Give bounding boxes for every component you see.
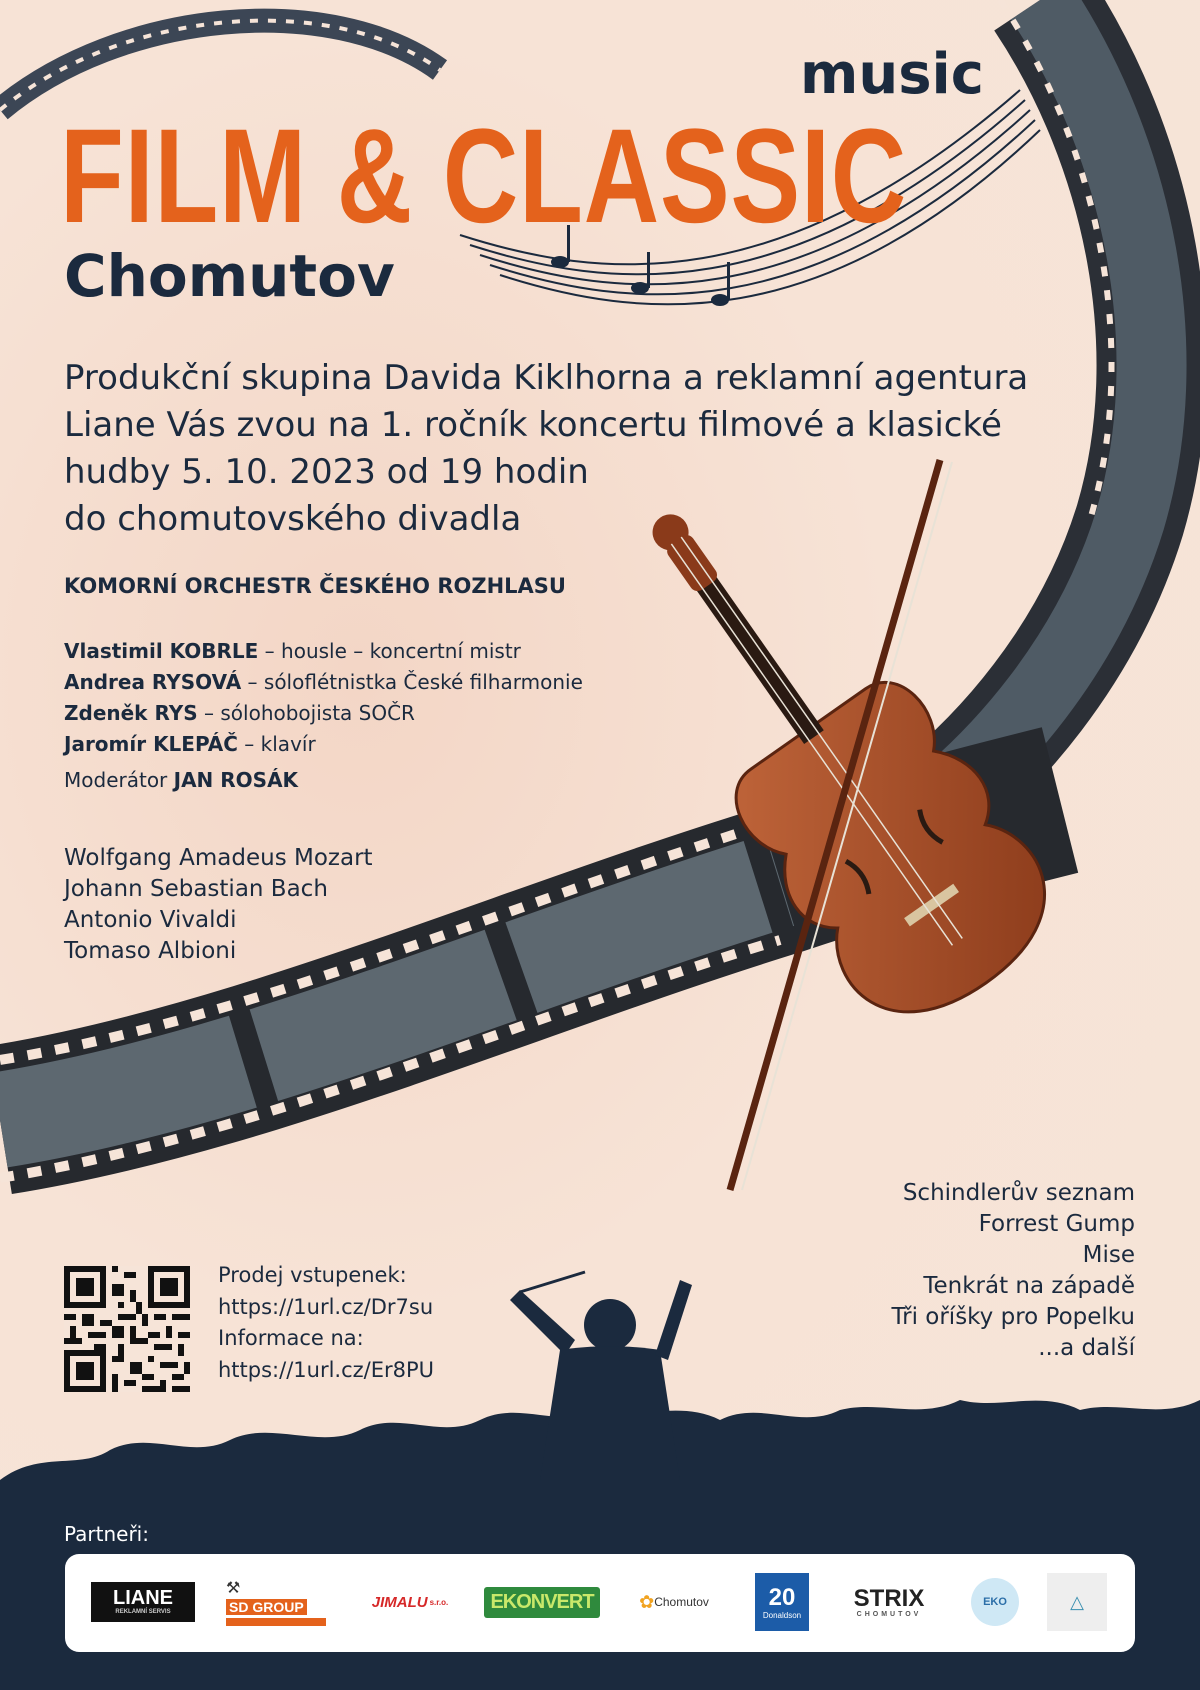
performers-list [64,636,583,760]
partner-logo-donaldson[interactable] [754,1572,810,1632]
performer-role: – sólohobojista SOČR [197,701,415,725]
strix-logo-text: STRIX [853,1584,925,1612]
sdgroup-logo-text: SD GROUP [226,1599,307,1615]
ticket-info [218,1260,434,1386]
partner-logo-eko[interactable] [970,1572,1020,1632]
composer-item: Tomaso Albioni [64,938,237,964]
event-title: FILM & CLASSIC [60,102,908,251]
partner-logo-jimalu[interactable] [360,1572,460,1632]
ticket-sale-link[interactable]: https://1url.cz/Dr7su [218,1294,434,1319]
ticket-info-label: Informace na: [218,1326,364,1350]
film-item: Tenkrát na západě [923,1273,1135,1299]
film-item: Mise [1082,1242,1135,1268]
liane-logo-subtext: REKLAMNÍ SERVIS [115,1608,171,1615]
liane-logo-text: LIANE [113,1586,173,1609]
partner-logo-hotel[interactable] [1046,1572,1108,1632]
partner-logo-chomutov[interactable] [634,1572,714,1632]
intro-paragraph [64,355,1054,543]
partners-title: Partneři: [64,1522,149,1546]
ticket-sale-label: Prodej vstupenek: [218,1263,407,1287]
moderator-label: Moderátor [64,768,174,792]
intro-line: Liane Vás zvou na 1. ročník koncertu filmové a klasické [64,405,1002,445]
performer-name: Zdeněk RYS [64,701,198,725]
eko-logo-text: EKO [983,1596,1007,1608]
composer-item: Johann Sebastian Bach [64,876,328,902]
partner-logo-strix[interactable] [834,1572,944,1632]
performer-item [64,729,583,760]
intro-line: do chomutovského divadla [64,499,522,539]
film-item: Forrest Gump [978,1211,1135,1237]
performer-item [64,667,583,698]
performer-role: – housle – koncertní mistr [258,639,521,663]
composer-item: Antonio Vivaldi [64,907,237,933]
performer-name: Vlastimil KOBRLE [64,639,259,663]
composer-item: Wolfgang Amadeus Mozart [64,845,373,871]
donaldson-logo-text: Donaldson [762,1610,802,1620]
moderator-name: JAN ROSÁK [173,768,299,792]
performer-role: – sóloflétnistka České filharmonie [241,670,583,694]
partner-logo-sdgroup[interactable] [226,1572,326,1632]
composers-list [64,843,373,967]
event-city: Chomutov [64,242,395,310]
performer-item [64,698,583,729]
performer-role: – klavír [237,732,316,756]
film-item: ...a další [1038,1335,1135,1361]
intro-line: Produkční skupina Davida Kiklhorna a reklamní agentura [64,358,1029,398]
partner-logo-ekonvert[interactable] [488,1572,596,1632]
strix-logo-subtext: CHOMUTOV [856,1610,922,1618]
qr-code[interactable] [64,1266,190,1392]
performer-name: Jaromír KLEPÁČ [64,732,238,756]
performer-name: Andrea RYSOVÁ [64,670,242,694]
orchestra-name: KOMORNÍ ORCHESTR ČESKÉHO ROZHLASU [64,574,566,598]
partner-logo-liane[interactable] [90,1572,196,1632]
ticket-info-link[interactable]: https://1url.cz/Er8PU [218,1357,435,1382]
moderator-line [64,768,298,792]
film-item: Schindlerův seznam [902,1180,1135,1206]
jimalu-logo-text: JIMALU [371,1593,428,1611]
chomutov-logo-text: Chomutov [654,1595,709,1609]
performer-item [64,636,583,667]
petals-icon: ✿ [639,1591,655,1613]
title-music-label: music [800,42,984,107]
jimalu-logo-suffix: s.r.o. [429,1597,449,1607]
hammer-icon: ⚒ [226,1578,241,1597]
triangle-icon: △ [1070,1591,1084,1613]
donaldson-logo-number: 20 [768,1583,796,1611]
films-list [891,1178,1135,1364]
film-item: Tři oříšky pro Popelku [891,1304,1135,1330]
intro-line: hudby 5. 10. 2023 od 19 hodin [64,452,589,492]
ekonvert-logo-text: EKONVERT [490,1590,594,1613]
